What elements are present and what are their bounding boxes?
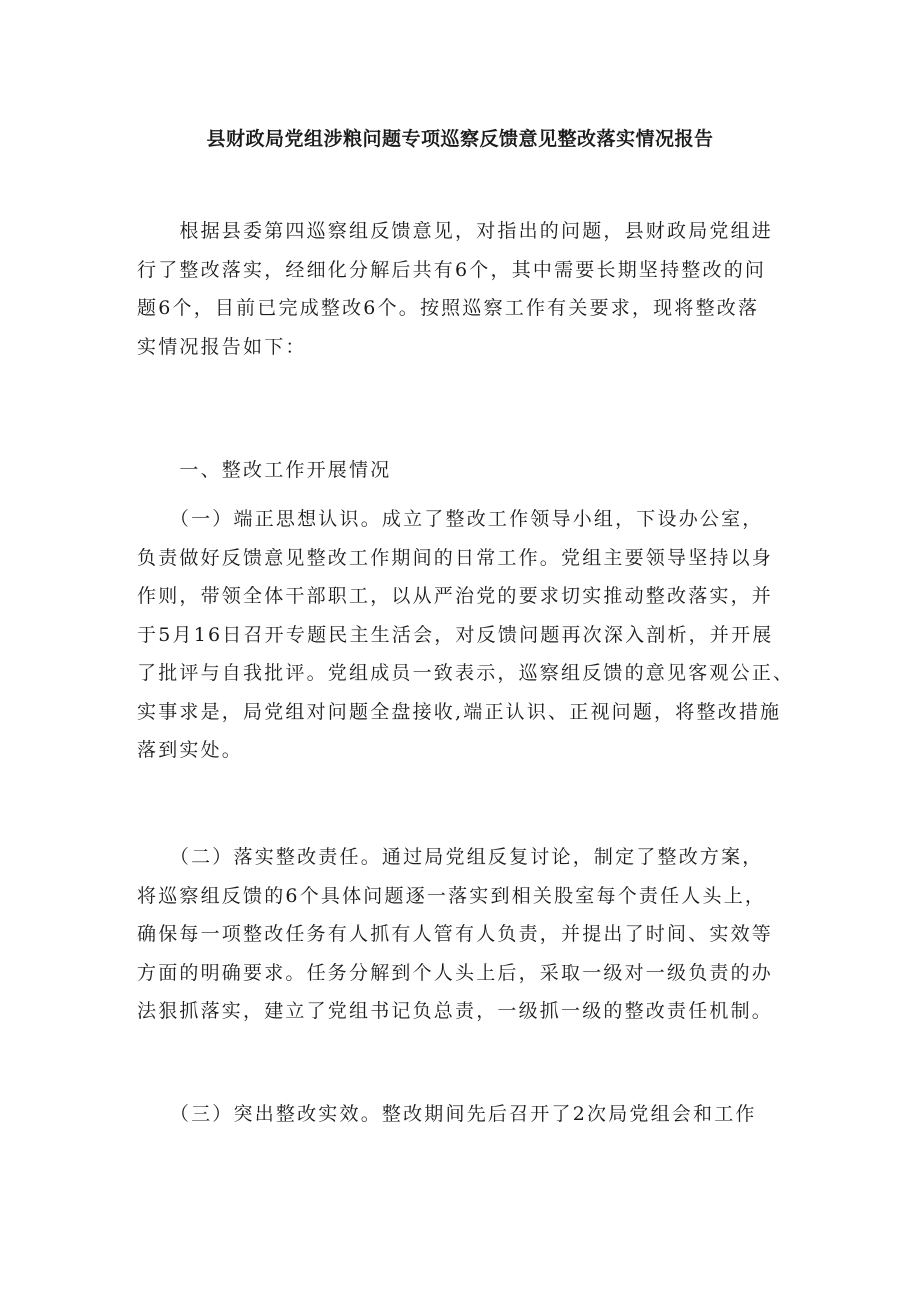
text-line: 负责做好反馈意见整改工作期间的日常工作。党组主要领导坚持以身 (137, 546, 774, 569)
text-line: 将巡察组反馈的6个具体问题逐一落实到相关股室每个责任人头上， (137, 884, 767, 907)
section-1-paragraph (137, 500, 795, 770)
text-line: （二）落实整改责任。通过局党组反复讨论，制定了整改方案， (137, 846, 764, 868)
section-3-paragraph (137, 1095, 787, 1134)
text-line: 实情况报告如下： (137, 335, 307, 358)
intro-paragraph (137, 212, 787, 366)
text-line: 于5月16日召开专题民主生活会，对反馈问题再次深入剖析，并开展 (137, 623, 774, 646)
text-line: 了批评与自我批评。党组成员一致表示，巡察组反馈的意见客观公正、 (137, 662, 795, 684)
text-line: 根据县委第四巡察组反馈意见，对指出的问题，县财政局党组进 (137, 220, 774, 242)
text-line: （三）突出整改实效。整改期间先后召开了2次局党组会和工作 (137, 1103, 757, 1125)
text-line: （一）端正思想认识。成立了整改工作领导小组，下设办公室， (137, 508, 764, 530)
section-2-paragraph (137, 838, 787, 1031)
text-line: 题6个，目前已完成整改6个。按照巡察工作有关要求，现将整改落 (137, 297, 760, 319)
text-line: 作则，带领全体干部职工，以从严治党的要求切实推动整改落实，并 (137, 585, 774, 607)
section-heading (137, 451, 787, 490)
text-line: 确保每一项整改任务有人抓有人管有人负责，并提出了时间、实效等 (137, 923, 774, 945)
text-line: 法狠抓落实，建立了党组书记负总责，一级抓一级的整改责任机制。 (137, 1000, 774, 1022)
text-line: 实事求是，局党组对问题全盘接收,端正认识、正视问题，将整改措施 (137, 700, 782, 723)
text-line: 行了整改落实，经细化分解后共有6个，其中需要长期坚持整改的问 (137, 258, 767, 281)
document-title: 县财政局党组涉粮问题专项巡察反馈意见整改落实情况报告 (206, 128, 714, 150)
text-line: 方面的明确要求。任务分解到个人头上后，采取一级对一级负责的办 (137, 961, 774, 984)
section-heading-text: 一、整改工作开展情况 (137, 459, 392, 481)
text-line: 落到实处。 (137, 739, 244, 761)
